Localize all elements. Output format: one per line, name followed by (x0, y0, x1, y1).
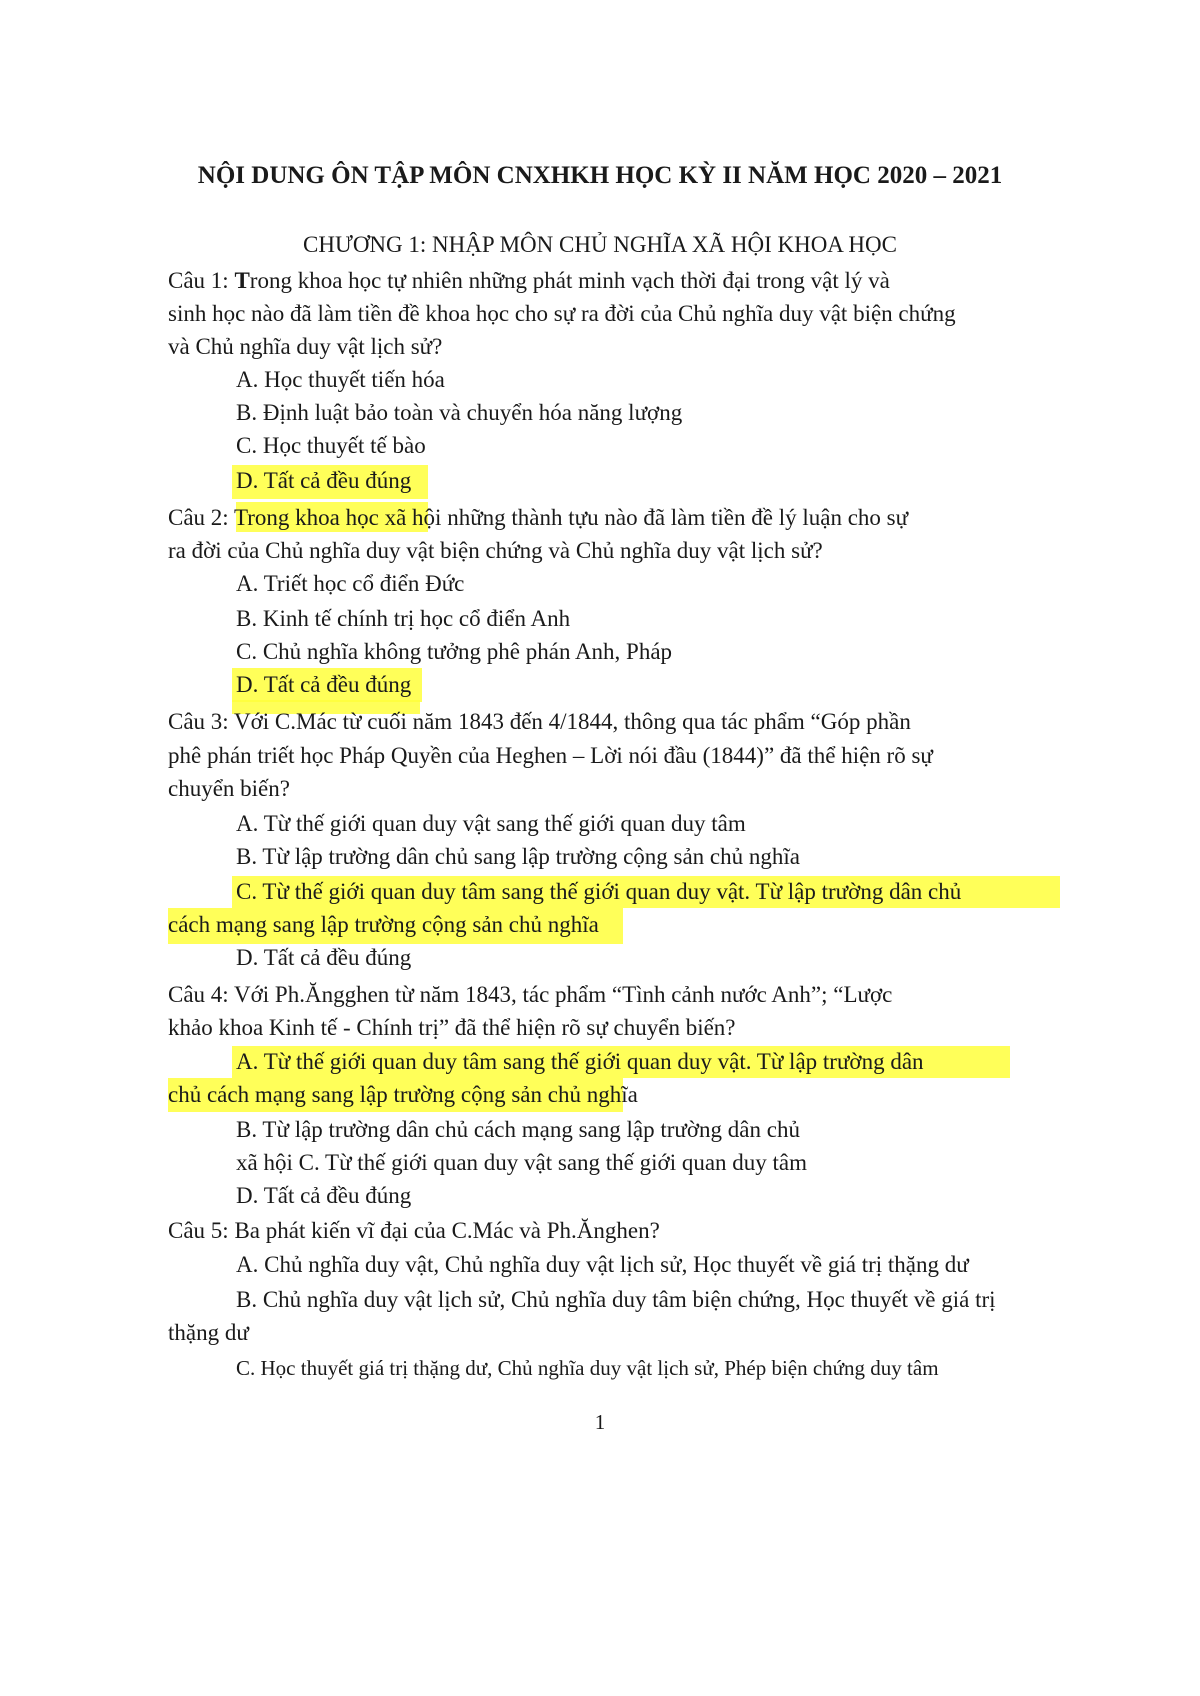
question-3-line-3: chuyển biến? (168, 776, 290, 801)
document-title: NỘI DUNG ÔN TẬP MÔN CNXHKH HỌC KỲ II NĂM HỌC 2020 – 2021 (197, 162, 1003, 189)
question-3-option-c-line-1: C. Từ thế giới quan duy tâm sang thế giới quan duy vật. Từ lập trường dân chủ (236, 879, 962, 904)
question-1 (168, 266, 890, 296)
question-2-label: Câu 2: (168, 505, 235, 530)
question-2-option-d: D. Tất cả đều đúng (236, 672, 412, 697)
question-4-option-b-line-2: xã hội C. Từ thế giới quan duy vật sang thế giới quan duy tâm (236, 1150, 808, 1175)
question-5-option-a: A. Chủ nghĩa duy vật, Chủ nghĩa duy vật lịch sử, Học thuyết về giá trị thặng dư (236, 1252, 969, 1277)
question-5-option-c: C. Học thuyết giá trị thặng dư, Chủ nghĩa duy vật lịch sử, Phép biện chứng duy tâm (236, 1356, 939, 1380)
question-1-label: Câu 1: (168, 268, 235, 293)
question-5-line-1: Câu 5: Ba phát kiến vĩ đại của C.Mác và Ph.Ănghen? (168, 1218, 660, 1243)
question-1-lead: T (234, 268, 250, 293)
question-4-option-a-line-2: chủ cách mạng sang lập trường cộng sản chủ nghĩa (168, 1082, 638, 1107)
question-1-option-a: A. Học thuyết tiến hóa (236, 367, 445, 392)
question-2-line-1: Trong khoa học xã hội những thành tựu nào đã làm tiền đề lý luận cho sự (234, 505, 909, 530)
question-4-option-a-line-1: A. Từ thế giới quan duy tâm sang thế giới quan duy vật. Từ lập trường dân (236, 1049, 924, 1074)
question-1-option-b: B. Định luật bảo toàn và chuyển hóa năng lượng (236, 400, 683, 425)
question-3-option-b: B. Từ lập trường dân chủ sang lập trường cộng sản chủ nghĩa (236, 844, 800, 869)
question-3-option-c-line-2: cách mạng sang lập trường cộng sản chủ nghĩa (168, 912, 599, 937)
question-2-line-2: ra đời của Chủ nghĩa duy vật biện chứng và Chủ nghĩa duy vật lịch sử? (168, 538, 823, 563)
question-2-option-b: B. Kinh tế chính trị học cổ điển Anh (236, 606, 571, 631)
question-4-option-d: D. Tất cả đều đúng (236, 1183, 412, 1208)
question-3-option-a: A. Từ thế giới quan duy vật sang thế giới quan duy tâm (236, 811, 746, 836)
question-5-option-b-line-1: B. Chủ nghĩa duy vật lịch sử, Chủ nghĩa duy tâm biện chứng, Học thuyết về giá trị (236, 1287, 996, 1312)
question-4-option-b-line-1: B. Từ lập trường dân chủ cách mạng sang lập trường dân chủ (236, 1117, 800, 1142)
question-2-option-a: A. Triết học cổ điển Đức (236, 571, 465, 596)
question-1-option-c: C. Học thuyết tế bào (236, 433, 426, 458)
page-number: 1 (594, 1410, 606, 1434)
question-3-line-2: phê phán triết học Pháp Quyền của Heghen – Lời nói đầu (1844)” đã thể hiện rõ sự (168, 743, 933, 768)
question-1-line-1: rong khoa học tự nhiên những phát minh vạch thời đại trong vật lý và (249, 268, 890, 293)
question-4-line-2: khảo khoa Kinh tế - Chính trị” đã thể hiện rõ sự chuyển biến? (168, 1015, 736, 1040)
question-3-line-1: Câu 3: Với C.Mác từ cuối năm 1843 đến 4/1844, thông qua tác phẩm “Góp phần (168, 709, 911, 734)
question-1-option-d: D. Tất cả đều đúng (236, 468, 412, 493)
question-4-line-1: Câu 4: Với Ph.Ăngghen từ năm 1843, tác phẩm “Tình cảnh nước Anh”; “Lược (168, 982, 893, 1007)
question-1-line-2: sinh học nào đã làm tiền đề khoa học cho sự ra đời của Chủ nghĩa duy vật biện chứng (168, 301, 956, 326)
question-2 (168, 503, 908, 533)
question-5-option-b-line-2: thặng dư (168, 1320, 249, 1345)
question-2-option-c: C. Chủ nghĩa không tưởng phê phán Anh, Pháp (236, 639, 673, 664)
chapter-heading: CHƯƠNG 1: NHẬP MÔN CHỦ NGHĨA XÃ HỘI KHOA HỌC (303, 232, 897, 257)
question-3-option-d: D. Tất cả đều đúng (236, 945, 412, 970)
question-1-line-3: và Chủ nghĩa duy vật lịch sử? (168, 334, 443, 359)
